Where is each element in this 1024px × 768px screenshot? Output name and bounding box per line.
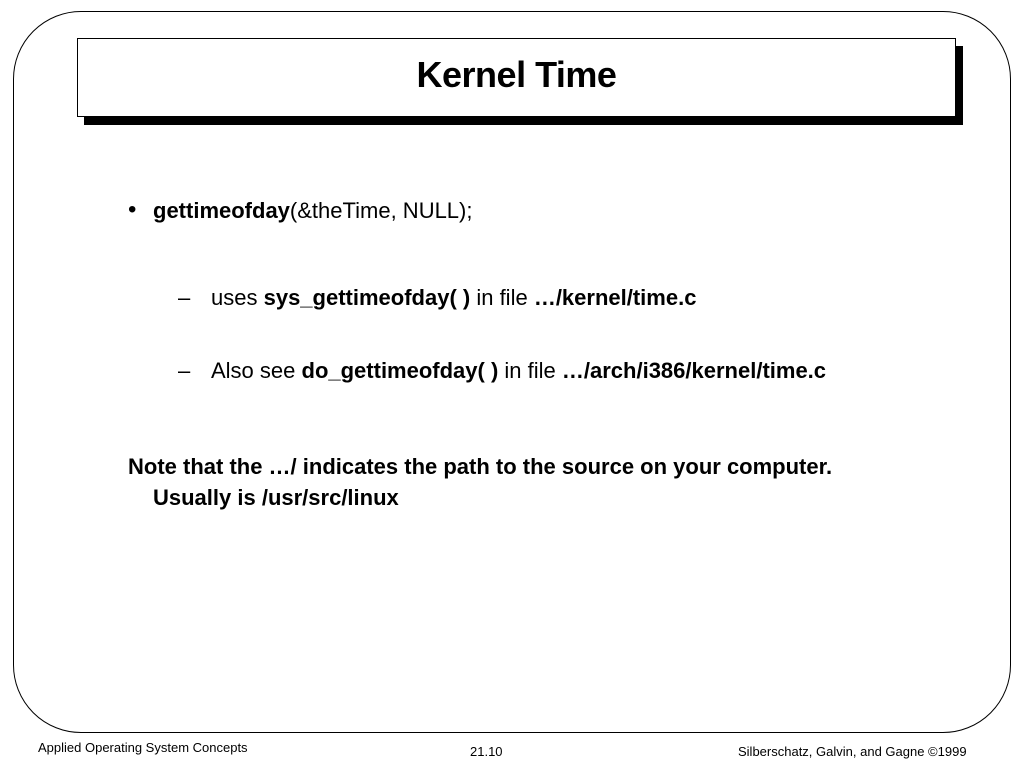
sub-item-file-path: …/kernel/time.c (533, 285, 697, 310)
sub-item-text-part: in file (470, 285, 534, 310)
title-box (77, 38, 956, 117)
footer-page-number: 21.10 (470, 744, 503, 759)
note-line-1: Note that the …/ indicates the path to the source on your computer. (128, 454, 833, 479)
bullet-function-name: gettimeofday (153, 198, 290, 223)
sub-item-text-part: in file (498, 358, 562, 383)
footer-course-title: Applied Operating System Concepts (38, 740, 248, 755)
sub-item-text (211, 358, 826, 384)
sub-item-text-part: uses (211, 285, 264, 310)
sub-item-dash: – (178, 285, 191, 310)
note-paragraph (128, 451, 988, 513)
bullet-symbol: • (128, 196, 137, 223)
sub-item-text (211, 285, 696, 311)
sub-item-file-path: …/arch/i386/kernel/time.c (561, 358, 827, 383)
slide-title: Kernel Time (416, 53, 617, 95)
sub-item-text-part: Also see (211, 358, 302, 383)
sub-item-function: sys_gettimeofday( ) (263, 285, 471, 310)
footer-copyright: Silberschatz, Galvin, and Gagne ©1999 (738, 744, 967, 759)
bullet-arguments: (&theTime, NULL); (289, 198, 473, 223)
note-line-2: Usually is /usr/src/linux (153, 485, 399, 510)
bullet-text (153, 198, 473, 224)
sub-item-dash: – (178, 358, 191, 383)
sub-item-function: do_gettimeofday( ) (301, 358, 499, 383)
